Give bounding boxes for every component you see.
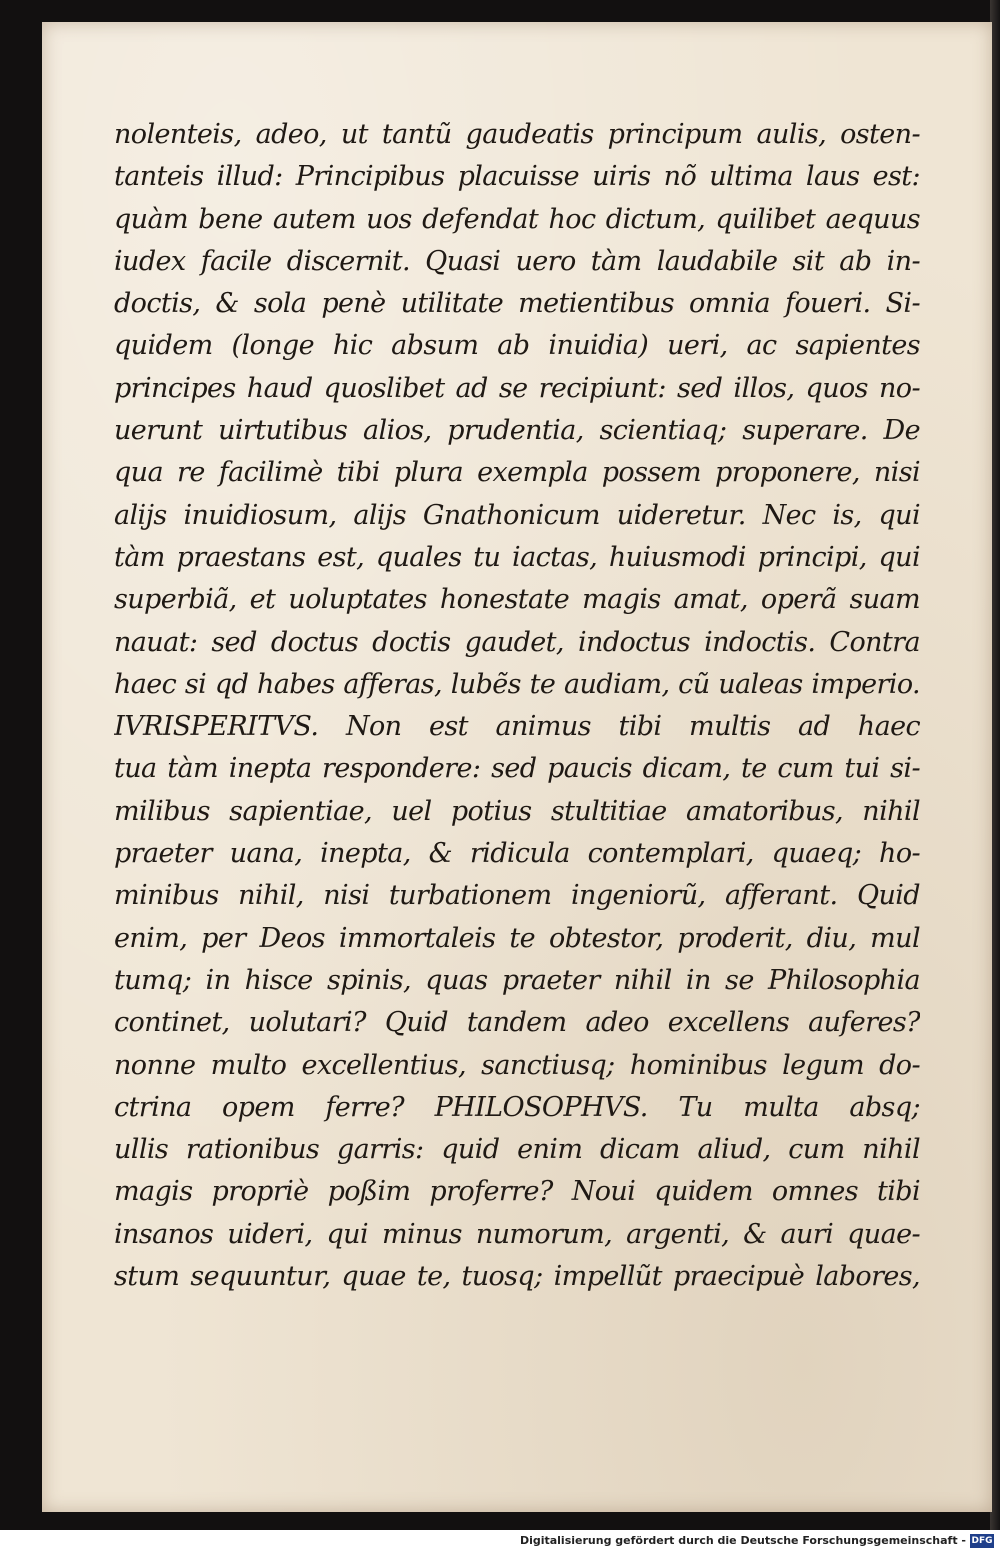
- text-line: iudex facile discernit. Quasi uero tàm laudabile sit ab in-: [114, 245, 920, 277]
- text-line: tumq; in hisce spinis, quas praeter nihil in se Philosophia: [114, 964, 920, 996]
- text-line: insanos uideri, qui minus numorum, argenti, & auri quae-: [114, 1218, 920, 1250]
- text-line: quidem (longe hic absum ab inuidia) ueri, ac sapientes: [114, 330, 920, 362]
- text-line: quàm bene autem uos defendat hoc dictum, quilibet aequus: [114, 203, 920, 235]
- text-line: nolenteis, adeo, ut tantũ gaudeatis principum aulis, osten-: [114, 119, 920, 150]
- text-line: uerunt uirtutibus alios, prudentia, scientiaq; superare. De: [114, 415, 920, 447]
- text-line: ullis rationibus garris: quid enim dicam aliud, cum nihil: [114, 1134, 920, 1166]
- text-line: magis propriè poßim proferre? Noui quidem omnes tibi: [114, 1176, 920, 1208]
- text-line: principes haud quoslibet ad se recipiunt: sed illos, quos no-: [114, 372, 920, 404]
- text-line: qua re facilimè tibi plura exempla possem proponere, nisi: [114, 457, 920, 489]
- text-line: alijs inuidiosum, alijs Gnathonicum uideretur. Nec is, qui: [114, 499, 920, 531]
- funding-credit: Digitalisierung gefördert durch die Deutsche Forschungsgemeinschaft -: [519, 1534, 966, 1547]
- dfg-logo: DFG: [971, 1536, 993, 1546]
- text-line: minibus nihil, nisi turbationem ingeniorũ, afferant. Quid: [114, 880, 920, 912]
- text-line: nauat: sed doctus doctis gaudet, indoctus indoctis. Contra: [114, 626, 920, 658]
- text-line: superbiã, et uoluptates honestate magis amat, operã suam: [114, 584, 920, 616]
- text-line: nonne multo excellentius, sanctiusq; hominibus legum do-: [114, 1049, 920, 1081]
- page-text: [114, 114, 920, 1298]
- book-page: [42, 22, 992, 1512]
- text-line: IVRISPERITVS. Non est animus tibi multis ad haec: [114, 711, 920, 743]
- text-line: continet, uolutari? Quid tandem adeo excellens auferes?: [114, 1007, 920, 1039]
- text-line: enim, per Deos immortaleis te obtestor, proderit, diu, mul: [114, 922, 920, 954]
- text-line: praeter uana, inepta, & ridicula contemplari, quaeq; ho-: [114, 838, 920, 870]
- text-line: stum sequuntur, quae te, tuosq; impellũt praecipuè labores,: [114, 1261, 920, 1293]
- text-line: ctrina opem ferre? PHILOSOPHVS. Tu multa absq;: [114, 1091, 920, 1123]
- text-line: milibus sapientiae, uel potius stultitiae amatoribus, nihil: [114, 795, 920, 827]
- text-line: tua tàm inepta respondere: sed paucis dicam, te cum tui si-: [114, 753, 920, 785]
- text-line: tàm praestans est, quales tu iactas, huiusmodi principi, qui: [114, 541, 920, 573]
- text-line: doctis, & sola penè utilitate metientibus omnia foueri. Si-: [114, 288, 920, 320]
- text-line: haec si qd habes afferas, lubẽs te audiam, cũ ualeas imperio.: [114, 668, 920, 700]
- text-line: tanteis illud: Principibus placuisse uiris nõ ultima laus est:: [114, 161, 920, 193]
- digitization-footer: [0, 1530, 1000, 1554]
